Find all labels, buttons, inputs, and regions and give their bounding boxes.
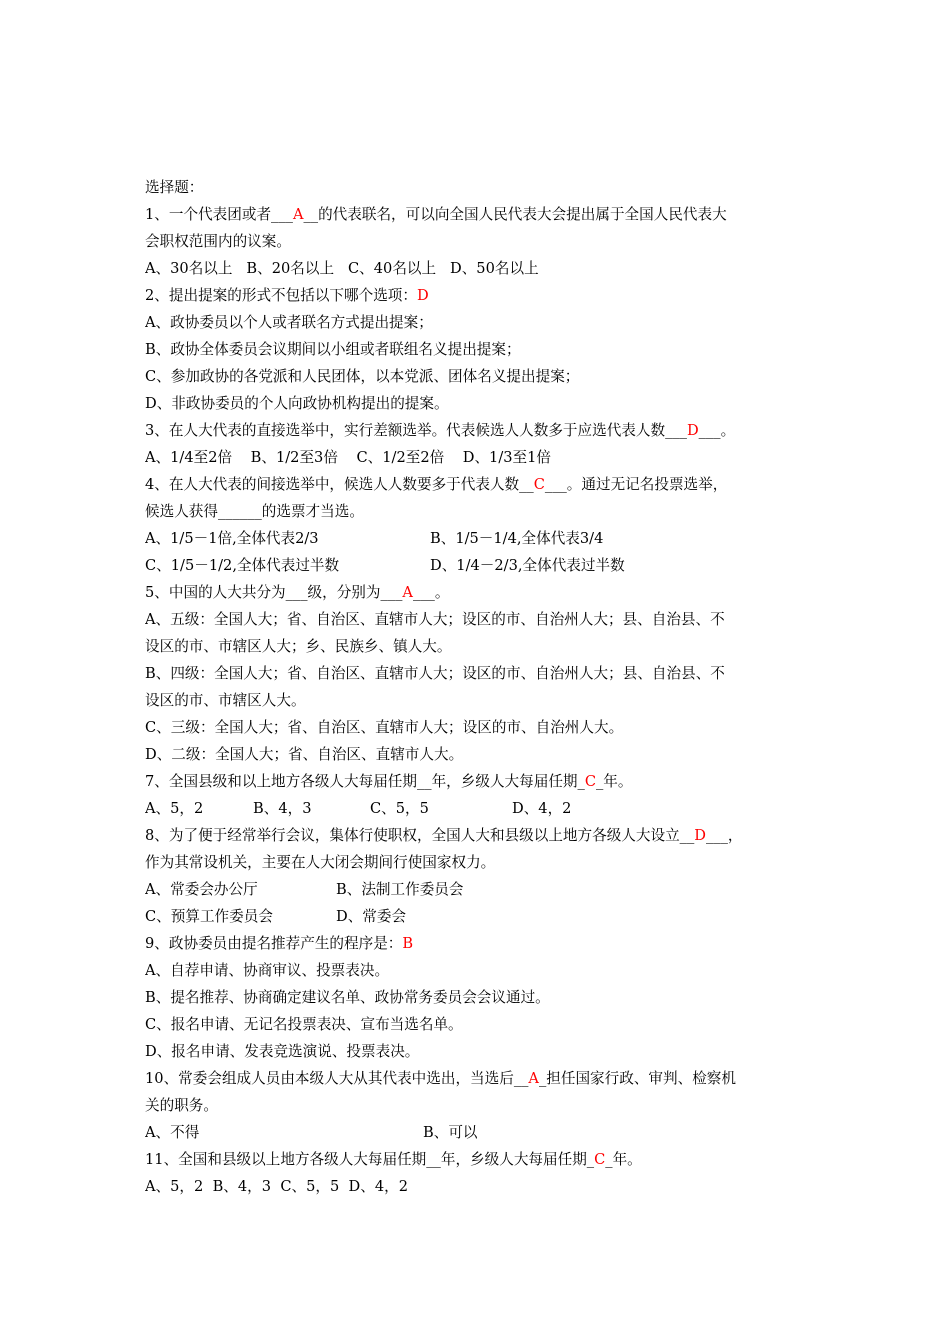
question-9-text: 9、政协委员由提名推荐产生的程序是： [145,935,403,952]
question-10-answer: A [528,1070,539,1087]
question-10-options [145,1119,810,1146]
document-page [145,174,810,1200]
question-8-options-row-2 [145,903,810,930]
question-5-option-b-cont: 设区的市、市辖区人大。 [145,692,306,709]
question-2-answer: D [416,287,429,304]
question-3-options: A、1/4至2倍 B、1/2至3倍 C、1/2至2倍 D、1/3至1倍 [145,449,552,466]
question-7-option-a: A、5，2 [145,800,204,817]
question-8-answer: D [694,827,706,844]
question-1-text-post: __的代表联名，可以向全国人民代表大会提出属于全国人民代表大 [303,206,727,223]
question-4-text: 4、在人大代表的间接选举中，候选人人数要多于代表人数__ [145,476,534,493]
question-4-options-row-1 [145,525,810,552]
question-3-text: 3、在人大代表的直接选举中，实行差额选举。代表候选人人数多于应选代表人数___ [145,422,687,439]
question-10-line2: 关的职务。 [145,1097,218,1114]
question-9-option-c: C、报名申请、无记名投票表决、宣布当选名单。 [145,1016,463,1033]
question-5 [145,579,810,606]
question-4-option-b: B、1/5－1/4,全体代表3/4 [430,530,604,547]
question-10-text-post: _担任国家行政、审判、检察机 [538,1070,736,1087]
question-8-option-b: B、法制工作委员会 [336,881,464,898]
question-3-answer: D [686,422,699,439]
question-8 [145,822,810,849]
question-5-option-c: C、三级：全国人大；省、自治区、直辖市人大；设区的市、自治州人大。 [145,719,624,736]
question-1-line2: 会职权范围内的议案。 [145,233,291,250]
question-7-answer: C [584,773,596,790]
question-11 [145,1146,810,1173]
question-8-text: 8、为了便于经常举行会议，集体行使职权，全国人大和县级以上地方各级人大设立__ [145,827,695,844]
question-7-option-b: B、4，3 [253,800,312,817]
question-2 [145,282,810,309]
question-4-option-c: C、1/5－1/2,全体代表过半数 [145,557,340,574]
question-8-option-c: C、预算工作委员会 [145,908,273,925]
question-4-option-d: D、1/4－2/3,全体代表过半数 [430,557,625,574]
question-2-text: 2、提出提案的形式不包括以下哪个选项： [145,287,417,304]
question-5-text: 5、中国的人大共分为___级，分别为___ [145,584,403,601]
question-4-line2: 候选人获得______的选票才当选。 [145,503,364,520]
question-7-option-d: D、4，2 [512,800,572,817]
question-1-answer: A [292,206,304,223]
question-5-answer: A [402,584,413,601]
question-11-answer: C [594,1151,606,1168]
question-5-option-b: B、四级：全国人大；省、自治区、直辖市人大；设区的市、自治州人大；县、自治县、不 [145,665,725,682]
question-4-text-post: ___。通过无记名投票选举， [544,476,728,493]
question-4-answer: C [533,476,545,493]
question-9-option-b: B、提名推荐、协商确定建议名单、政协常务委员会会议通过。 [145,989,550,1006]
question-10-option-b: B、可以 [423,1124,478,1141]
question-7-text-post: _年。 [595,773,633,790]
question-10-option-a: A、不得 [145,1124,200,1141]
question-5-option-a-cont: 设区的市、市辖区人大；乡、民族乡、镇人大。 [145,638,452,655]
question-4 [145,471,810,498]
question-1 [145,201,810,228]
question-5-option-a: A、五级：全国人大；省、自治区、直辖市人大；设区的市、自治州人大；县、自治县、不 [145,611,725,628]
question-3-text-post: ___。 [698,422,736,439]
question-7-option-c: C、5，5 [370,800,429,817]
question-1-options: A、30名以上 B、20名以上 C、40名以上 D、50名以上 [145,260,539,277]
question-8-option-d: D、常委会 [336,908,407,925]
question-8-text-post: ___， [705,827,743,844]
question-2-option-c: C、参加政协的各党派和人民团体，以本党派、团体名义提出提案； [145,368,580,385]
question-9-option-a: A、自荐申请、协商审议、投票表决。 [145,962,390,979]
question-10-text: 10、常委会组成人员由本级人大从其代表中选出，当选后__ [145,1070,529,1087]
question-4-options-row-2 [145,552,810,579]
question-10 [145,1065,810,1092]
question-9-option-d: D、报名申请、发表竞选演说、投票表决。 [145,1043,420,1060]
question-11-text: 11、全国和县级以上地方各级人大每届任期__年，乡级人大每届任期_ [145,1151,595,1168]
question-5-text-post: ___。 [412,584,450,601]
section-title: 选择题： [145,179,204,196]
question-9-answer: B [402,935,414,952]
question-5-option-d: D、二级：全国人大；省、自治区、直辖市人大。 [145,746,464,763]
question-1-text: 1、一个代表团或者___ [145,206,293,223]
question-11-options: A、5，2 B、4，3 C、5，5 D、4，2 [145,1178,408,1195]
question-7-options [145,795,810,822]
question-9 [145,930,810,957]
question-3 [145,417,810,444]
question-2-option-d: D、非政协委员的个人向政协机构提出的提案。 [145,395,449,412]
question-2-option-b: B、政协全体委员会议期间以小组或者联组名义提出提案； [145,341,521,358]
question-11-text-post: _年。 [605,1151,642,1168]
question-8-option-a: A、常委会办公厅 [145,881,258,898]
question-7-text: 7、全国县级和以上地方各级人大每届任期__年，乡级人大每届任期_ [145,773,585,790]
question-7 [145,768,810,795]
question-8-line2: 作为其常设机关，主要在人大闭会期间行使国家权力。 [145,854,496,871]
question-4-option-a: A、1/5－1倍,全体代表2/3 [145,530,319,547]
question-2-option-a: A、政协委员以个人或者联名方式提出提案； [145,314,433,331]
question-8-options-row-1 [145,876,810,903]
